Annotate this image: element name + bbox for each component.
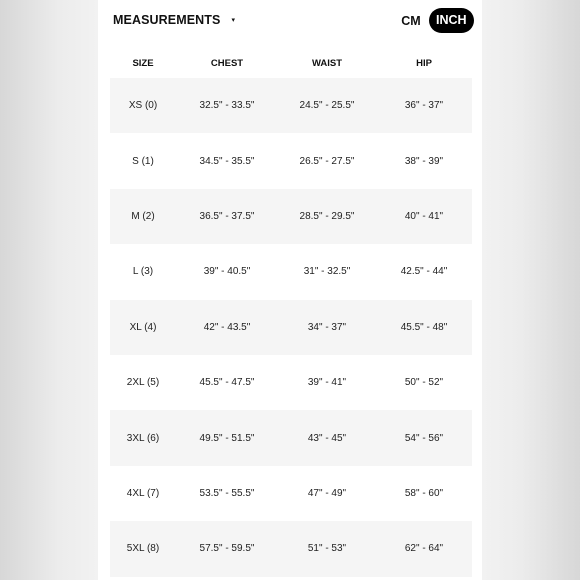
table-row [110, 300, 472, 355]
chest-cell: 34.5" - 35.5" [199, 155, 255, 167]
size-chart-header [98, 0, 482, 42]
size-cell: 5XL (8) [126, 543, 160, 555]
hip-cell: 40" - 41" [404, 210, 444, 222]
column-header-waist: WAIST [311, 57, 343, 69]
table-row [110, 133, 472, 188]
table-row [110, 521, 472, 576]
size-cell: S (1) [132, 155, 154, 167]
waist-cell: 39" - 41" [307, 377, 347, 389]
size-chart-panel [98, 0, 482, 580]
hip-cell: 54" - 56" [404, 432, 444, 444]
unit-inch-button[interactable]: INCH [429, 8, 474, 33]
table-row [110, 189, 472, 244]
chest-cell: 42" - 43.5" [203, 321, 251, 333]
measurements-dropdown[interactable] [113, 13, 235, 27]
chest-cell: 57.5" - 59.5" [199, 543, 255, 555]
chest-cell: 36.5" - 37.5" [199, 210, 255, 222]
background-right [482, 0, 580, 580]
waist-cell: 31" - 32.5" [303, 266, 351, 278]
table-row [110, 244, 472, 299]
hip-cell: 45.5" - 48" [400, 321, 448, 333]
unit-cm-button[interactable]: CM [401, 13, 421, 28]
chest-cell: 39" - 40.5" [203, 266, 251, 278]
table-row [110, 78, 472, 133]
background-left [0, 0, 98, 580]
hip-cell: 36" - 37" [404, 100, 444, 112]
chest-cell: 45.5" - 47.5" [199, 377, 255, 389]
size-cell: 4XL (7) [126, 487, 160, 499]
waist-cell: 24.5" - 25.5" [299, 100, 355, 112]
caret-down-icon: ▾ [231, 16, 235, 24]
table-row [110, 410, 472, 465]
hip-cell: 58" - 60" [404, 487, 444, 499]
waist-cell: 26.5" - 27.5" [299, 155, 355, 167]
unit-toggle [398, 8, 474, 33]
hip-cell: 42.5" - 44" [400, 266, 448, 278]
size-cell: 3XL (6) [126, 432, 160, 444]
measurements-title: MEASUREMENTS [113, 13, 221, 27]
hip-cell: 62" - 64" [404, 543, 444, 555]
column-header-hip: HIP [416, 57, 432, 69]
chest-cell: 49.5" - 51.5" [199, 432, 255, 444]
column-header-chest: CHEST [210, 57, 244, 69]
waist-cell: 51" - 53" [307, 543, 347, 555]
size-cell: XS (0) [128, 100, 158, 112]
waist-cell: 28.5" - 29.5" [299, 210, 355, 222]
hip-cell: 38" - 39" [404, 155, 444, 167]
size-cell: M (2) [131, 210, 155, 222]
chest-cell: 32.5" - 33.5" [199, 100, 255, 112]
size-cell: 2XL (5) [126, 377, 160, 389]
hip-cell: 50" - 52" [404, 377, 444, 389]
size-table [110, 48, 472, 577]
table-row [110, 466, 472, 521]
waist-cell: 43" - 45" [307, 432, 347, 444]
table-row [110, 355, 472, 410]
column-header-size: SIZE [132, 57, 154, 69]
size-cell: XL (4) [129, 321, 157, 333]
table-header-row [110, 48, 472, 78]
chest-cell: 53.5" - 55.5" [199, 487, 255, 499]
waist-cell: 47" - 49" [307, 487, 347, 499]
size-cell: L (3) [132, 266, 154, 278]
waist-cell: 34" - 37" [307, 321, 347, 333]
